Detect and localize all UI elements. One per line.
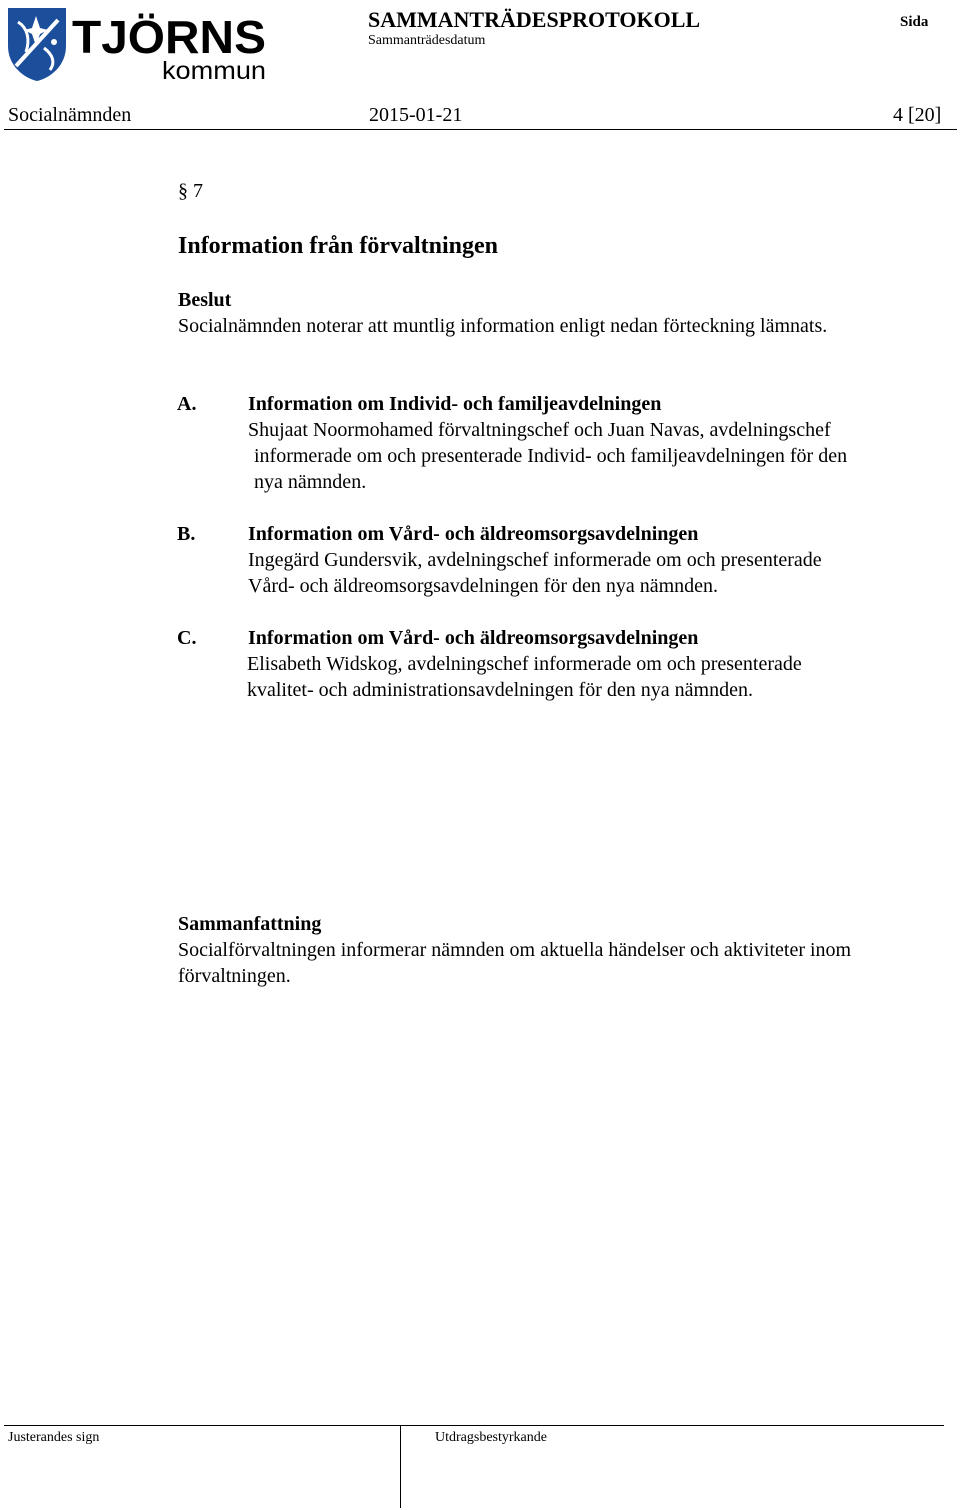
section-heading: Information från förvaltningen	[178, 233, 498, 259]
coat-of-arms-icon	[8, 8, 66, 81]
organization-name: Socialnämnden	[8, 104, 132, 126]
tjorns-kommun-logo	[6, 6, 268, 82]
header-divider	[4, 129, 957, 130]
decision-heading: Beslut	[178, 289, 232, 311]
page-number: 4 [20]	[893, 104, 942, 126]
summary-line: Socialförvaltningen informerar nämnden om aktuella händelser och aktiviteter inom	[178, 939, 852, 961]
document-title: SAMMANTRÄDESPROTOKOLL	[368, 7, 701, 32]
item-a-line: Shujaat Noormohamed förvaltningschef och Juan Navas, avdelningschef	[248, 419, 831, 441]
item-c-line: Elisabeth Widskog, avdelningschef informerade om och presenterade	[247, 653, 802, 675]
item-title-c: Information om Vård- och äldreomsorgsavdelningen	[248, 627, 699, 649]
item-a-line: nya nämnden.	[254, 471, 367, 493]
certification-label: Utdragsbestyrkande	[435, 1430, 547, 1445]
item-letter-a: A.	[177, 393, 197, 415]
item-letter-c: C.	[177, 627, 197, 649]
item-title-b: Information om Vård- och äldreomsorgsavdelningen	[248, 523, 699, 545]
meeting-date: 2015-01-21	[369, 104, 463, 126]
item-letter-b: B.	[177, 523, 196, 545]
page-label: Sida	[900, 14, 929, 30]
logo-subtext: kommun	[162, 57, 266, 82]
paragraph-number: § 7	[178, 180, 203, 202]
item-c-line: kvalitet- och administrationsavdelningen för den nya nämnden.	[247, 679, 753, 701]
summary-heading: Sammanfattning	[178, 913, 322, 935]
logo-wordmark: TJÖRNS	[72, 11, 266, 63]
decision-text: Socialnämnden noterar att muntlig information enligt nedan förteckning lämnats.	[178, 315, 828, 337]
item-b-line: Vård- och äldreomsorgsavdelningen för den nya nämnden.	[248, 575, 719, 597]
item-b-line: Ingegärd Gundersvik, avdelningschef informerade om och presenterade	[248, 549, 822, 571]
footer-column-divider	[400, 1426, 401, 1508]
footer-divider	[4, 1425, 944, 1426]
signature-label: Justerandes sign	[8, 1430, 100, 1445]
item-title-a: Information om Individ- och familjeavdelningen	[248, 393, 662, 415]
summary-line: förvaltningen.	[178, 965, 291, 987]
meeting-date-label: Sammanträdesdatum	[368, 33, 486, 48]
item-a-line: informerade om och presenterade Individ- och familjeavdelningen för den	[254, 445, 848, 467]
